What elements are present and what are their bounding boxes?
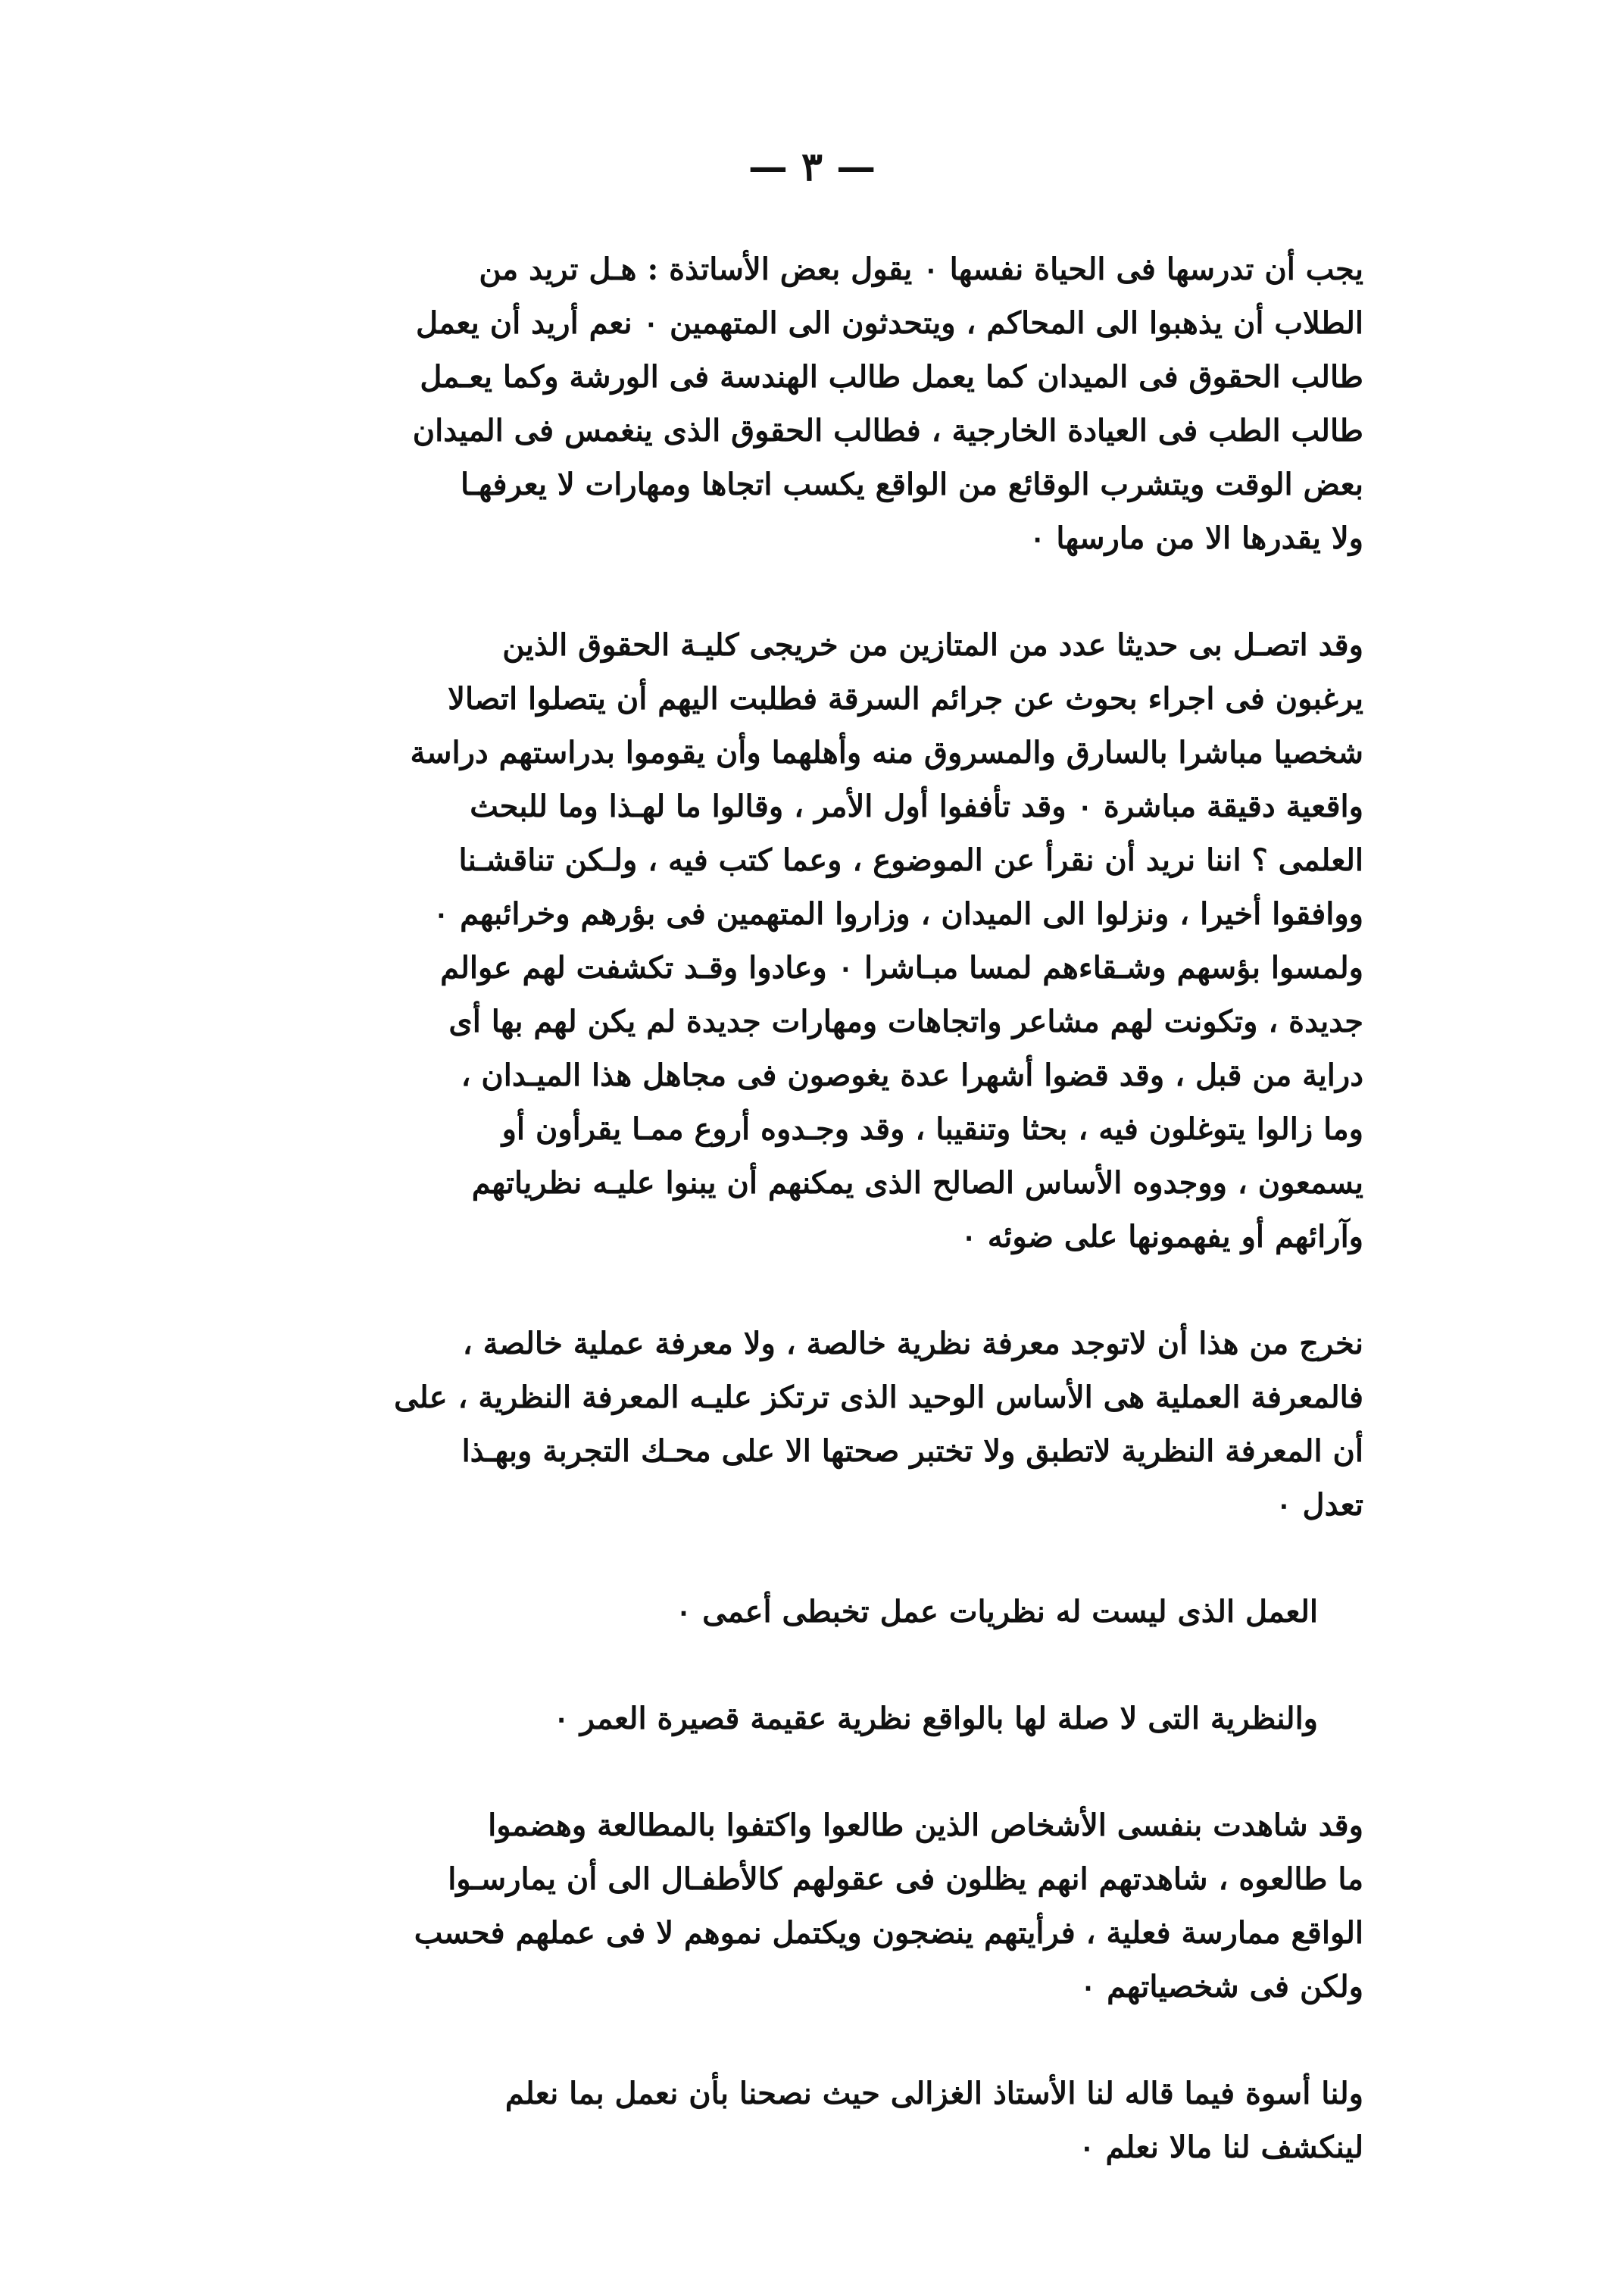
paragraph-5 (269, 2067, 1363, 2174)
text-line: لينكشف لنا مالا نعلم ٠ (1079, 2129, 1363, 2165)
text-line: فالمعرفة العملية هى الأساس الوحيد الذى ترتكز عليـه المعرفة النظرية ، على (394, 1379, 1363, 1415)
text-line: أن المعرفة النظرية لاتطبق ولا تختبر صحتها الا على محـك التجربة وبهـذا (461, 1433, 1363, 1469)
body-text (269, 242, 1363, 2227)
text-line: ولنا أسوة فيما قاله لنا الأستاذ الغزالى حيث نصحنا بأن نعمل بما نعلم (504, 2076, 1363, 2111)
text-line: الطلاب أن يذهبوا الى المحاكم ، ويتحدثون الى المتهمين ٠ نعم أريد أن يعمل (415, 305, 1363, 341)
text-line: ولا يقدرها الا من مارسها ٠ (1029, 520, 1363, 556)
text-line: طالب الحقوق فى الميدان كما يعمل طالب الهندسة فى الورشة وكما يعـمل (420, 359, 1363, 395)
text-line: الواقع ممارسة فعلية ، فرأيتهم ينضجون ويكتمل نموهم لا فى عملهم فحسب (414, 1915, 1363, 1951)
text-line: طالب الطب فى العيادة الخارجية ، فطالب الحقوق الذى ينغمس فى الميدان (412, 413, 1363, 448)
text-line: وما زالوا يتوغلون فيه ، بحثا وتنقيبا ، وقد وجـدوه أروع ممـا يقرأون أو (501, 1111, 1363, 1147)
text-line: يرغبون فى اجراء بحوث عن جرائم السرقة فطلبت اليهم أن يتصلوا اتصالا (448, 681, 1363, 717)
text-line: ولكن فى شخصياتهم ٠ (1079, 1969, 1363, 2004)
text-line: تعدل ٠ (1276, 1487, 1363, 1523)
text-line: ووافقوا أخيرا ، ونزلوا الى الميدان ، وزاروا المتهمين فى بؤرهم وخرائبهم ٠ (433, 896, 1363, 932)
paragraph-1 (269, 242, 1363, 565)
text-line: ولمسوا بؤسهم وشـقاءهم لمسا مبـاشرا ٠ وعادوا وقـد تكشفت لهم عوالم (440, 950, 1363, 986)
text-line: العلمى ؟ اننا نريد أن نقرأ عن الموضوع ، وعما كتب فيه ، ولـكن تناقشـنا (458, 842, 1363, 878)
text-line: بعض الوقت ويتشرب الوقائع من الواقع يكسب اتجاها ومهارات لا يعرفهـا (461, 467, 1363, 502)
text-line: نخرج من هذا أن لاتوجد معرفة نظرية خالصة ، ولا معرفة عملية خالصة ، (462, 1326, 1363, 1361)
text-line: وآرائهم أو يفهمونها على ضوئه ٠ (960, 1219, 1363, 1254)
page-number: — ٣ — (748, 144, 876, 190)
paragraph-2 (269, 618, 1363, 1264)
text-line: دراية من قبل ، وقد قضوا أشهرا عدة يغوصون فى مجاهل هذا الميـدان ، (461, 1058, 1363, 1093)
text-line: يجب أن تدرسها فى الحياة نفسها ٠ يقول بعض الأساتذة : هـل تريد من (479, 252, 1363, 287)
text-line: جديدة ، وتكونت لهم مشاعر واتجاهات ومهارات جديدة لم يكن لهم بها أى (448, 1004, 1363, 1039)
quote-2: والنظرية التى لا صلة لها بالواقع نظرية عقيمة قصيرة العمر ٠ (553, 1701, 1318, 1736)
text-line: شخصيا مباشرا بالسارق والمسروق منه وأهلهما وأن يقوموا بدراستهم دراسة (410, 735, 1363, 770)
text-line: واقعية دقيقة مباشرة ٠ وقد تأففوا أول الأمر ، وقالوا ما لهـذا وما للبحث (470, 789, 1363, 824)
text-line: ما طالعوه ، شاهدتهم انهم يظلون فى عقولهم كالأطفـال الى أن يمارسـوا (448, 1861, 1363, 1897)
paragraph-4 (269, 1798, 1363, 2014)
paragraph-3 (269, 1317, 1363, 1532)
quote-1: العمل الذى ليست له نظريات عمل تخبطى أعمى ٠ (675, 1594, 1318, 1629)
text-line: وقد شاهدت بنفسى الأشخاص الذين طالعوا واكتفوا بالمطالعة وهضموا (488, 1808, 1363, 1843)
text-line: يسمعون ، ووجدوه الأساس الصالح الذى يمكنهم أن يبنوا عليـه نظرياتهم (471, 1165, 1363, 1201)
text-line: وقد اتصـل بى حديثا عدد من المتازين من خريجى كليـة الحقوق الذين (502, 627, 1363, 663)
